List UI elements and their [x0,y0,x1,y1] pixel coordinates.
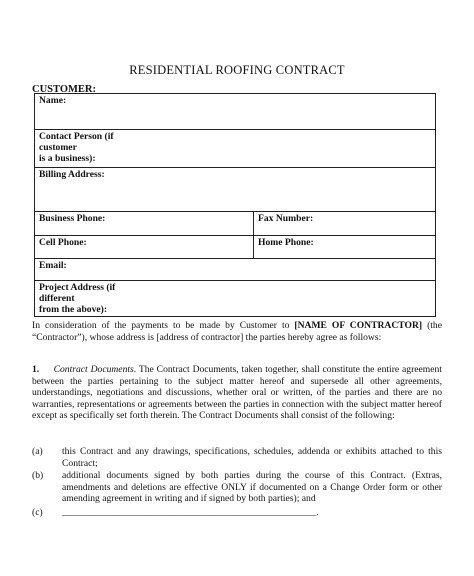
business-phone-field[interactable] [155,212,254,236]
section-heading: Contract Documents [53,364,134,375]
table-row [35,130,436,168]
name-field[interactable] [155,94,436,130]
table-row [35,259,436,281]
email-field[interactable] [155,259,436,281]
billing-address-label: Billing Address: [35,168,156,212]
list-marker: (a) [32,446,43,457]
project-address-label: Project Address (if different from the above): [35,281,156,317]
cell-phone-field[interactable] [155,236,254,259]
table-row [35,94,436,130]
list-item-text: additional documents signed by both parties during the course of this Contract. (Extras, amendments and deletions are effective ONLY if documented on a Change Order form or other amending agreement in writing and if signed by both parties); and [62,470,442,505]
fax-number-label: Fax Number: [254,212,341,236]
billing-address-field[interactable] [155,168,436,212]
project-address-field[interactable] [155,281,436,317]
section-1-paragraph: 1. Contract Documents. The Contract Documents, taken together, shall constitute the entire agreement between the parties pertaining to the subject matter hereof and supersede all other agreements, understandings, negotiations and discussions, whether oral or written, of the parties and there are no warranties, representations or agreements between the parties in connection with the subject matter hereof except as specifically set forth therein. The Contract Documents shall consist of the following: [32,364,442,422]
cell-phone-label: Cell Phone: [35,236,156,259]
customer-label: CUSTOMER: [32,84,96,95]
email-label: Email: [35,259,156,281]
list-item [32,470,442,506]
list-item-text: this Contract and any drawings, specifications, schedules, addenda or exhibits attached to this Contract; [62,446,442,469]
list-item [32,507,442,521]
contact-person-label: Contact Person (if customer is a business): [35,130,156,168]
table-row [35,168,436,212]
table-row [35,212,436,236]
fax-number-field[interactable] [340,212,436,236]
table-row [35,236,436,259]
name-label: Name: [35,94,156,130]
home-phone-label: Home Phone: [254,236,341,259]
list-marker: (b) [32,470,44,481]
contractor-address-placeholder: [address of contractor] [156,331,244,343]
business-phone-label: Business Phone: [35,212,156,236]
home-phone-field[interactable] [340,236,436,259]
section-number: 1. [32,364,40,375]
list-marker: (c) [32,507,43,518]
table-row [35,281,436,317]
list-item-text[interactable]: _____________________________________________________. [62,507,319,518]
document-title: RESIDENTIAL ROOFING CONTRACT [129,63,345,77]
list-item [32,446,442,470]
contractor-name-placeholder: [NAME OF CONTRACTOR] [294,320,423,331]
customer-info-table [34,93,436,317]
contact-person-field[interactable] [155,130,436,168]
intro-paragraph: In consideration of the payments to be made by Customer to [NAME OF CONTRACTOR] (the “Contractor”), whose address is [address of contractor] the parties hereby agree as follows: [32,320,442,343]
